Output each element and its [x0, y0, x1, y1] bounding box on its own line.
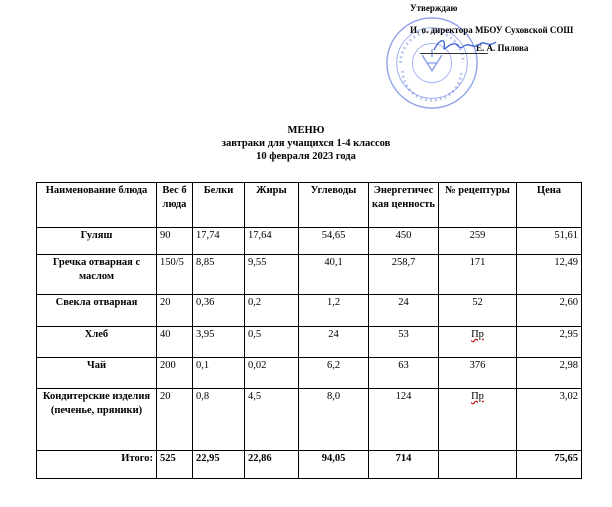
dish-energy: 124 [369, 389, 439, 451]
dish-energy: 53 [369, 327, 439, 358]
header-name: Наименование блюда [37, 183, 157, 228]
dish-name: Хлеб [37, 327, 157, 358]
menu-table [36, 182, 582, 479]
dish-weight: 200 [157, 358, 193, 389]
table-row [37, 228, 582, 255]
table-row [37, 327, 582, 358]
dish-fat: 0,2 [245, 295, 299, 327]
table-header-row [37, 183, 582, 228]
approval-label: Утверждаю [410, 3, 458, 13]
dish-carbs: 8,0 [299, 389, 369, 451]
dish-recipe: Пр [471, 329, 484, 340]
dish-name: Гречка отварная с маслом [37, 255, 157, 295]
header-weight: Вес блюда [157, 183, 193, 228]
table-row [37, 358, 582, 389]
dish-carbs: 1,2 [299, 295, 369, 327]
total-price: 75,65 [517, 451, 582, 479]
dish-carbs: 24 [299, 327, 369, 358]
dish-weight: 40 [157, 327, 193, 358]
total-protein: 22,95 [193, 451, 245, 479]
dish-protein: 0,8 [193, 389, 245, 451]
dish-recipe: 376 [439, 358, 517, 389]
total-recipe [439, 451, 517, 479]
total-weight: 525 [157, 451, 193, 479]
header-protein: Белки [193, 183, 245, 228]
menu-heading [0, 124, 612, 163]
dish-price: 12,49 [517, 255, 582, 295]
dish-fat: 0,02 [245, 358, 299, 389]
dish-price: 2,95 [517, 327, 582, 358]
page-title: МЕНЮ [287, 125, 325, 136]
dish-recipe: 52 [439, 295, 517, 327]
dish-recipe: 171 [439, 255, 517, 295]
total-carbs: 94,05 [299, 451, 369, 479]
dish-energy: 450 [369, 228, 439, 255]
dish-fat: 4,5 [245, 389, 299, 451]
dish-name: Гуляш [37, 228, 157, 255]
dish-protein: 3,95 [193, 327, 245, 358]
approval-signer-name: Е. А. Пилова [476, 43, 529, 53]
dish-weight: 20 [157, 389, 193, 451]
dish-recipe: 259 [439, 228, 517, 255]
header-carbs: Углеводы [299, 183, 369, 228]
handwritten-signature-icon [430, 34, 500, 56]
dish-protein: 0,1 [193, 358, 245, 389]
dish-carbs: 54,65 [299, 228, 369, 255]
table-row [37, 255, 582, 295]
total-energy: 714 [369, 451, 439, 479]
dish-protein: 17,74 [193, 228, 245, 255]
dish-price: 3,02 [517, 389, 582, 451]
header-price: Цена [517, 183, 582, 228]
dish-name: Чай [37, 358, 157, 389]
dish-recipe-cell [439, 389, 517, 451]
table-row [37, 389, 582, 451]
table-row [37, 295, 582, 327]
dish-energy: 63 [369, 358, 439, 389]
dish-protein: 0,36 [193, 295, 245, 327]
menu-date: 10 февраля 2023 года [256, 151, 356, 162]
dish-energy: 24 [369, 295, 439, 327]
dish-name: Кондитерские изделия (печенье, пряники) [37, 389, 157, 451]
dish-fat: 9,55 [245, 255, 299, 295]
dish-energy: 258,7 [369, 255, 439, 295]
dish-carbs: 6,2 [299, 358, 369, 389]
total-label: Итого: [37, 451, 157, 479]
header-energy: Энергетическая ценность [369, 183, 439, 228]
page-subtitle: завтраки для учащихся 1-4 классов [221, 138, 391, 149]
dish-fat: 17,64 [245, 228, 299, 255]
dish-price: 2,60 [517, 295, 582, 327]
dish-carbs: 40,1 [299, 255, 369, 295]
dish-weight: 20 [157, 295, 193, 327]
dish-recipe-cell [439, 327, 517, 358]
dish-protein: 8,85 [193, 255, 245, 295]
approval-position: И. о. директора МБОУ Суховской СОШ [410, 25, 574, 35]
header-recipe: № рецептуры [439, 183, 517, 228]
dish-weight: 150/5 [157, 255, 193, 295]
dish-price: 2,98 [517, 358, 582, 389]
header-fat: Жиры [245, 183, 299, 228]
total-fat: 22,86 [245, 451, 299, 479]
dish-price: 51,61 [517, 228, 582, 255]
dish-fat: 0,5 [245, 327, 299, 358]
dish-weight: 90 [157, 228, 193, 255]
dish-name: Свекла отварная [37, 295, 157, 327]
dish-recipe: Пр [471, 391, 484, 402]
total-row [37, 451, 582, 479]
